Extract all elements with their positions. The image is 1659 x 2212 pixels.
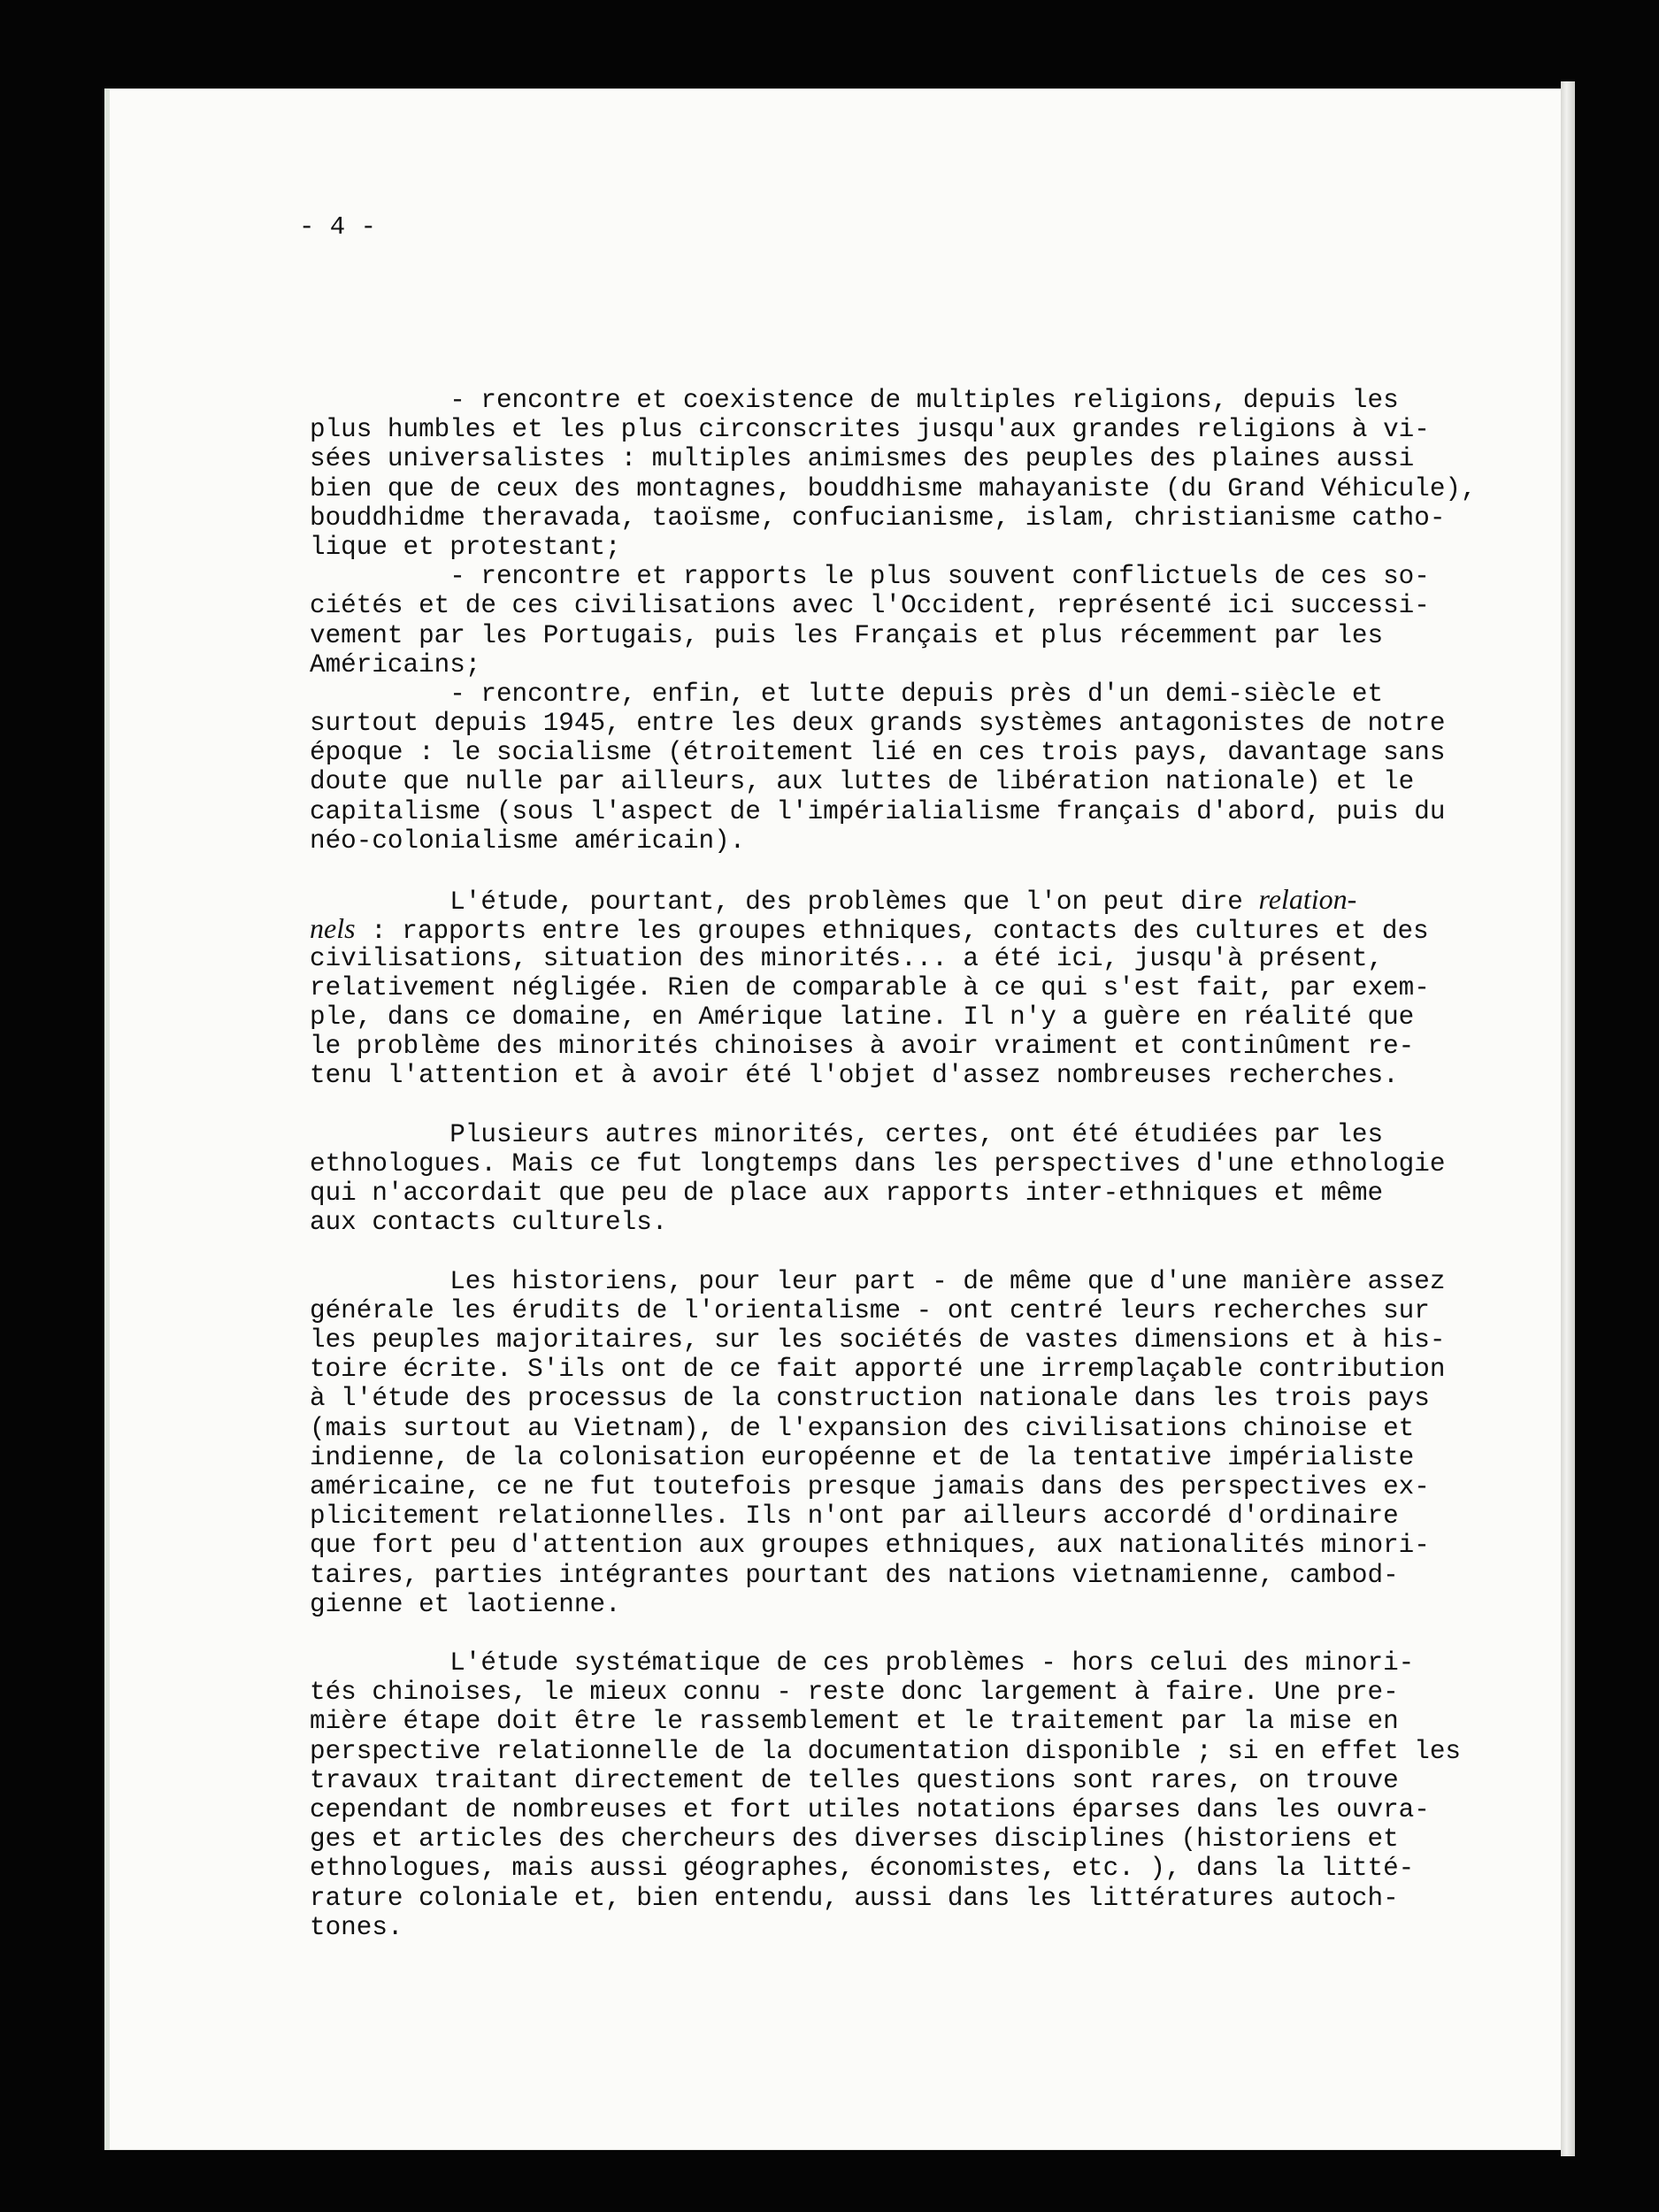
text-line: plicitement relationnelles. Ils n'ont par ailleurs accordé d'ordinaire [310,1502,1399,1532]
text-line: tés chinoises, le mieux connu - reste donc largement à faire. Une pre- [310,1678,1399,1708]
text-line: toire écrite. S'ils ont de ce fait apporté une irremplaçable contribution [310,1355,1446,1385]
text-line: ethnologues. Mais ce fut longtemps dans les perspectives d'une ethnologie [310,1148,1446,1179]
text-line [310,883,1385,918]
text-line: tones. [310,1912,403,1942]
text-line: sées universalistes : multiples animismes des peuples des plaines aussi [310,444,1415,474]
text-line: bouddhidme theravada, taoïsme, confucianisme, islam, christianisme catho- [310,503,1446,533]
text-line: taires, parties intégrantes pourtant des nations vietnamienne, cambod- [310,1560,1399,1590]
text-line: plus humbles et les plus circonscrites jusqu'aux grandes religions à vi- [310,415,1430,445]
paragraph-gap [310,1619,1385,1648]
text-line: ciétés et de ces civilisations avec l'Occident, représenté ici successi- [310,591,1430,621]
text-line: doute que nulle par ailleurs, aux luttes de libération nationale) et le [310,767,1415,797]
paragraph-gap [310,856,1385,885]
text-line: relativement négligée. Rien de comparable à ce qui s'est fait, par exem- [310,972,1430,1002]
text-line: vement par les Portugais, puis les Français et plus récemment par les [310,620,1384,650]
text-line: les peuples majoritaires, sur les sociétés de vastes dimensions et à his- [310,1325,1446,1355]
text-line: aux contacts culturels. [310,1208,668,1238]
text-line: Plusieurs autres minorités, certes, ont été étudiées par les [310,1119,1384,1149]
text-line: surtout depuis 1945, entre les deux grands systèmes antagonistes de notre [310,709,1446,739]
text-line: générale les érudits de l'orientalisme - ont centré leurs recherches sur [310,1295,1430,1325]
text-line: indienne, de la colonisation européenne et de la tentative impérialiste [310,1442,1415,1472]
page-number: - 4 - [299,212,377,242]
italic-word: relation- [1258,883,1357,916]
text-line: tenu l'attention et à avoir été l'objet d'assez nombreuses recherches. [310,1061,1399,1091]
text-line: que fort peu d'attention aux groupes ethniques, aux nationalités minori- [310,1531,1430,1561]
text-line: qui n'accordait que peu de place aux rapports inter-ethniques et même [310,1179,1384,1209]
text-line: lique et protestant; [310,532,621,562]
text-line: capitalisme (sous l'aspect de l'impérialialisme français d'abord, puis du [310,796,1446,826]
text-line: perspective relationnelle de la documentation disponible ; si en effet les [310,1736,1461,1766]
body-text [310,386,1477,1942]
text-line: le problème des minorités chinoises à avoir vraiment et continûment re- [310,1032,1415,1062]
text-line: américaine, ce ne fut toutefois presque jamais dans des perspectives ex- [310,1471,1430,1502]
text-line: ges et articles des chercheurs des diverses disciplines (historiens et [310,1824,1399,1855]
text-line: à l'étude des processus de la construction nationale dans les trois pays [310,1384,1430,1414]
page-stack-edge [1561,81,1575,2156]
text-line [310,912,1429,947]
text-line-rest: : rapports entre les groupes ethniques, contacts des cultures et des [355,917,1429,947]
text-line-start: L'étude, pourtant, des problèmes que l'on peut dire [310,887,1259,918]
text-line: travaux traitant directement de telles questions sont rares, on trouve [310,1765,1399,1795]
text-line: civilisations, situation des minorités... a été ici, jusqu'à présent, [310,943,1384,973]
text-line: - rencontre et coexistence de multiples religions, depuis les [310,386,1399,415]
text-line: - rencontre, enfin, et lutte depuis près d'un demi-siècle et [310,679,1384,709]
text-line: bien que de ceux des montagnes, bouddhisme mahayaniste (du Grand Véhicule), [310,473,1477,503]
text-line: ple, dans ce domaine, en Amérique latine. Il n'y a guère en réalité que [310,1002,1415,1032]
paragraph-gap [310,1091,1385,1120]
text-line: rature coloniale et, bien entendu, aussi dans les littératures autoch- [310,1883,1399,1913]
page-binding-edge [104,88,110,2150]
text-line: mière étape doit être le rassemblement et le traitement par la mise en [310,1707,1399,1737]
text-line: (mais surtout au Vietnam), de l'expansion des civilisations chinoise et [310,1413,1415,1443]
text-line: néo-colonialisme américain). [310,826,746,856]
text-line: gienne et laotienne. [310,1589,621,1619]
text-line: époque : le socialisme (étroitement lié en ces trois pays, davantage sans [310,738,1446,768]
text-line: Américains; [310,649,481,680]
text-line: ethnologues, mais aussi géographes, économistes, etc. ), dans la litté- [310,1854,1415,1884]
italic-word: nels [310,912,356,945]
text-line: cependant de nombreuses et fort utiles notations éparses dans les ouvra- [310,1795,1430,1824]
text-line: - rencontre et rapports le plus souvent conflictuels de ces so- [310,562,1430,592]
text-line: Les historiens, pour leur part - de même que d'une manière assez [310,1266,1446,1296]
paragraph-gap [310,1237,1385,1266]
text-line: L'étude systématique de ces problèmes - hors celui des minori- [310,1648,1415,1678]
